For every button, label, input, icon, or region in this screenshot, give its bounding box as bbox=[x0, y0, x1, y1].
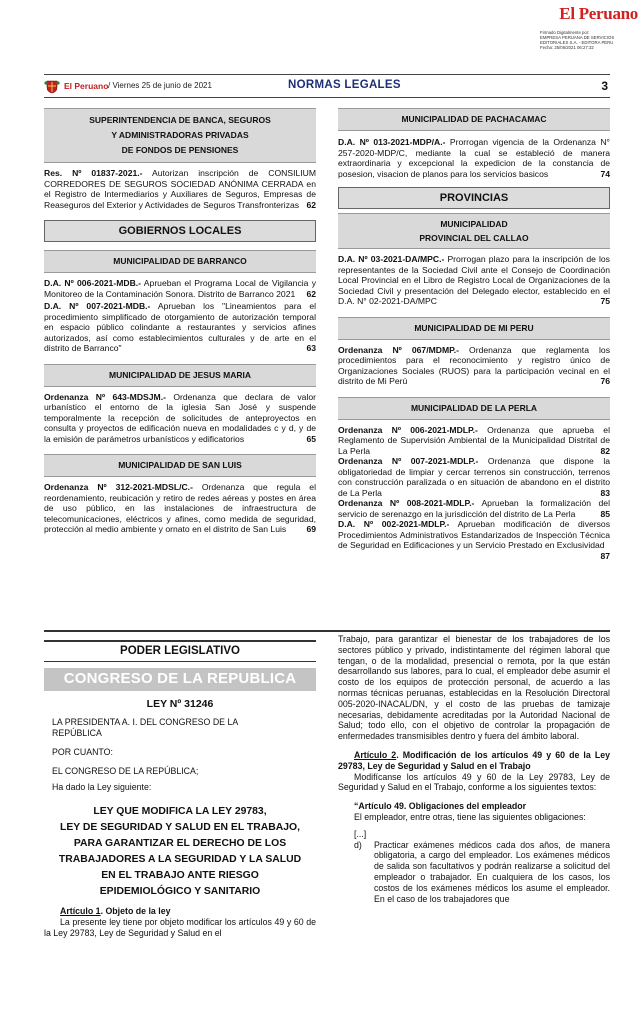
title-line: PARA GARANTIZAR EL DERECHO DE LOS bbox=[73, 838, 287, 850]
entry-page: 83 bbox=[600, 487, 610, 498]
entry-label: Res. Nº 01837-2021.- bbox=[44, 168, 143, 178]
index-entry bbox=[338, 498, 610, 519]
gobiernos-locales-heading: GOBIERNOS LOCALES bbox=[44, 220, 316, 242]
entry-page: 65 bbox=[306, 433, 316, 444]
entry-label: Ordenanza Nº 643-MDSJM.- bbox=[44, 391, 166, 402]
article-title: . Objeto de la ley bbox=[100, 906, 171, 917]
digital-signature bbox=[540, 30, 640, 50]
page-header bbox=[44, 74, 610, 98]
heading-line: DE FONDOS DE PENSIONES bbox=[121, 145, 239, 155]
sbs-heading bbox=[44, 108, 316, 163]
heading-line: MUNICIPALIDAD bbox=[440, 219, 508, 229]
index-entry bbox=[338, 137, 610, 179]
index-entry bbox=[44, 482, 316, 535]
index-entry bbox=[338, 345, 610, 387]
article-1-continuation: Trabajo, para garantizar el bienestar de los trabajadores de los sectores público y privado, indistintamente del régimen laboral que tengan, o de la modalidad, presencial o remota, por la que están desarrollando sus labores, para lo cual, el empleador debe asumir el costo de los equipos de protección personal, de acuerdo a las normas técnicas peruanas, establecidas en la Resolución Directoral 005-2020-INACAL/DN, y el costo de las pruebas de tamizaje necesarias, debidamente acreditadas por la Autoridad Nacional de Salud; todo ello, con el objetivo de controlar la propagación de enfermedades transmisibles dentro y fuera del ámbito laboral. bbox=[338, 634, 610, 742]
article-label: Artículo 1 bbox=[60, 906, 101, 917]
entry-label: Ordenanza Nº 006-2021-MDLP.- bbox=[338, 424, 478, 435]
index-entry bbox=[44, 301, 316, 354]
entry-label: D.A. Nº 013-2021-MDP/A.- bbox=[338, 137, 446, 147]
heading-line: Y ADMINISTRADORAS PRIVADAS bbox=[111, 130, 249, 140]
index-entry bbox=[338, 425, 610, 457]
entry-page: 62 bbox=[306, 199, 316, 210]
index-entry bbox=[338, 254, 610, 307]
entry-text: Ordenanza que declara de valor urbanístico el entorno de la iglesia San José y suspende temporalmente la recepción de solicitudes de anteproyectos en consulta y proyectos de edificación nueva en modalidades c y d, y de la emisión de parámetros urbanísticos y edificatorios bbox=[44, 391, 316, 444]
title-line: EN EL TRABAJO ANTE RIESGO bbox=[101, 870, 259, 882]
mi-peru-heading: MUNICIPALIDAD DE MI PERU bbox=[338, 317, 610, 340]
article-2-text: Modifícanse los artículos 49 y 60 de la Ley 29783, Ley de Seguridad y Salud en el Trabajo, conforme a los siguientes textos: bbox=[338, 771, 610, 793]
entry-text: Ordenanza que regula el reordenamiento, reubicación y retiro de redes aéreas y postes en área de uso público, en las instalaciones de infraestructura de telecomunicaciones, eléctricos y afines, como medida de seguridad, protección al medio ambiente y ornato en el distrito de San Luis bbox=[44, 482, 316, 534]
title-line: LEY DE SEGURIDAD Y SALUD EN EL TRABAJO, bbox=[60, 822, 300, 834]
coat-of-arms-icon bbox=[44, 78, 60, 94]
signature-line: EMPRESA PERUANA DE SERVICIOS bbox=[540, 35, 615, 40]
el-peruano-logo: El Peruano bbox=[559, 4, 638, 23]
header-section: NORMAS LEGALES bbox=[288, 79, 401, 91]
entry-label: Ordenanza Nº 007-2021-MDLP.- bbox=[338, 456, 479, 466]
por-cuanto: POR CUANTO: bbox=[52, 746, 113, 757]
la-perla-heading: MUNICIPALIDAD DE LA PERLA bbox=[338, 397, 610, 420]
entry-label: Ordenanza Nº 008-2021-MDLP.- bbox=[338, 498, 475, 508]
san-luis-heading: MUNICIPALIDAD DE SAN LUIS bbox=[44, 454, 316, 477]
entry-page: 63 bbox=[306, 343, 316, 353]
index-entry bbox=[338, 519, 611, 561]
item-text: Practicar exámenes médicos cada dos años, de manera obligatoria, a cargo del empleador. Los exámenes médicos de salida son facultativos y podrán realizarse a solicitud del empleador o trabajador. En cualquiera de los casos, los costos de los exámenes médicos los asume el empleador. En el caso de los trabajadores que bbox=[374, 839, 610, 904]
index-entry bbox=[44, 392, 316, 445]
entry-text: Prorrogan vigencia de la Ordenanza N° 257-2020-MDP/C, mediante la cual se estableció de manera extraordinaria y excepcional la expedicion de la constancia de posesion, visacion de planos para los servicios basicos bbox=[338, 137, 610, 179]
jesus-maria-heading: MUNICIPALIDAD DE JESUS MARIA bbox=[44, 364, 316, 387]
article-1-heading bbox=[44, 906, 316, 917]
el-congreso: EL CONGRESO DE LA REPÚBLICA; bbox=[52, 765, 199, 776]
law-title bbox=[44, 804, 316, 900]
entry-text: Aprueban los "Lineamientos para el procedimiento simplificado de otorgamiento de autorización temporal en espacio público colindante a restaurantes y servicios afines autorizados, así como establecimientos culturales y de arte en el distrito de Barranco" bbox=[44, 301, 317, 353]
article-title: . Modificación de los artículos 49 y 60 de la Ley 29783, Ley de Seguridad y Salud en el Trabajo bbox=[338, 749, 610, 771]
ellipsis: [...] bbox=[354, 828, 367, 839]
signature-line: EDITORIALES S.A. - EDITORA PERU bbox=[540, 40, 614, 45]
entry-page: 69 bbox=[306, 524, 316, 534]
entry-text: Ordenanza que reglamenta los procedimientos para el reconocimiento y registro único de Organizaciones Sociales (RUOS) para la participación vecinal en el distrito de Mi Perú bbox=[338, 344, 611, 386]
entry-page: 82 bbox=[600, 445, 610, 456]
article-label: Artículo 2 bbox=[354, 749, 397, 760]
page-number: 3 bbox=[601, 79, 608, 93]
entry-page: 74 bbox=[600, 168, 610, 179]
entry-text: Aprueban la formalización del servicio de serenazgo en la jurisdicción del distrito de La Perla bbox=[338, 498, 610, 519]
article-1-text: La presente ley tiene por objeto modificar los artículos 49 y 60 de la Ley 29783, Ley de Seguridad y Salud en el bbox=[44, 917, 316, 938]
signature-line: Fecha: 25/06/2021 06:27:32 bbox=[540, 45, 594, 50]
index-entry bbox=[44, 278, 316, 299]
entry-label: Ordenanza Nº 312-2021-MDSL/C.- bbox=[44, 482, 193, 492]
header-date: / Viernes 25 de junio de 2021 bbox=[108, 81, 212, 90]
entry-text: Aprueban el Programa Local de Vigilancia y Monitoreo de la Contaminación Sonora. Distrito de Barranco 2021 bbox=[44, 278, 316, 299]
entry-label: D.A. Nº 03-2021-DA/MPC.- bbox=[338, 254, 445, 264]
left-index-column bbox=[44, 108, 316, 535]
section-divider bbox=[44, 630, 610, 632]
presidenta-line: LA PRESIDENTA A. I. DEL CONGRESO DE LA REPÚBLICA bbox=[52, 717, 238, 739]
item-label: d) bbox=[354, 839, 362, 850]
entry-page: 75 bbox=[600, 296, 610, 306]
law-right-column bbox=[338, 634, 610, 904]
entry-page: 62 bbox=[306, 288, 316, 299]
barranco-heading: MUNICIPALIDAD DE BARRANCO bbox=[44, 250, 316, 273]
ha-dado: Ha dado la Ley siguiente: bbox=[52, 781, 152, 792]
article-49-title: “Artículo 49. Obligaciones del empleador bbox=[354, 801, 527, 812]
index-entry bbox=[338, 456, 610, 498]
title-line: LEY QUE MODIFICA LA LEY 29783, bbox=[93, 806, 267, 818]
right-index-column bbox=[338, 108, 610, 561]
pachacamac-heading: MUNICIPALIDAD DE PACHACAMAC bbox=[338, 108, 610, 131]
article-2-heading bbox=[338, 750, 610, 772]
title-line: TRABAJADORES A LA SEGURIDAD Y LA SALUD bbox=[58, 854, 302, 866]
signature-line: Firmado Digitalmente por: bbox=[540, 30, 590, 35]
entry-text: Aprueban modificación de diversos Procedimientos Administrativos Estandarizados de Inspección Técnica de Seguridad en Edificaciones y un Servicio Prestado en Exclusividad bbox=[338, 519, 611, 550]
entry-text: Prorrogan plazo para la inscripción de los representantes de la Sociedad Civil ante el Consejo de Coordinación Local Provincial en el Libro de Registro Local de Organizaciones de la Sociedad Civil y presentación del Delegado elector, establecido en el D.A. N° 02-2021-DA/MPC bbox=[338, 254, 610, 306]
ley-number: LEY Nº 31246 bbox=[146, 697, 214, 710]
entry-text: Ordenanza que dispone la obligatoriedad de limpiar y cercar terrenos sin construcción, terrenos con construcción paralizada o en situación de abandono en el distrito de La Perla bbox=[338, 456, 611, 498]
heading-line: PROVINCIAL DEL CALLAO bbox=[419, 233, 529, 243]
entry-label: D.A. Nº 006-2021-MDB.- bbox=[44, 278, 142, 288]
entry-text: Ordenanza que aprueba el Reglamento de Supervisión Ambiental de la Municipalidad Distrital de La Perla bbox=[338, 424, 610, 456]
index-entry bbox=[44, 168, 316, 210]
article-49-intro: El empleador, entre otras, tiene las siguientes obligaciones: bbox=[354, 811, 586, 822]
entry-page: 76 bbox=[600, 376, 610, 386]
header-brand: El Peruano bbox=[64, 81, 109, 91]
title-line: EPIDEMIOLÓGICO Y SANITARIO bbox=[99, 886, 261, 898]
entry-label: D.A. Nº 007-2021-MDB.- bbox=[44, 301, 151, 311]
entry-label: Ordenanza Nº 067/MDMP.- bbox=[338, 344, 459, 355]
law-left-column bbox=[44, 640, 316, 939]
poder-legislativo-heading: PODER LEGISLATIVO bbox=[44, 640, 316, 662]
entry-label: D.A. Nº 002-2021-MDLP.- bbox=[338, 519, 450, 529]
callao-heading bbox=[338, 213, 610, 249]
provincias-heading: PROVINCIAS bbox=[338, 187, 610, 209]
item-d bbox=[338, 840, 610, 905]
entry-text: Autorizan inscripción de CONSILIUM CORREDORES DE SEGUROS SOCIEDAD ANÓNIMA CERRADA en el Registro de Intermediarios y Auxiliares de Seguros, Empresas de Reaseguros del Exterior y Actividades de Seguros Transfronterizas bbox=[44, 168, 316, 210]
entry-page: 85 bbox=[600, 508, 610, 519]
congreso-banner: CONGRESO DE LA REPUBLICA bbox=[44, 668, 316, 691]
heading-line: SUPERINTENDENCIA DE BANCA, SEGUROS bbox=[89, 115, 271, 125]
entry-page: 87 bbox=[600, 550, 610, 561]
